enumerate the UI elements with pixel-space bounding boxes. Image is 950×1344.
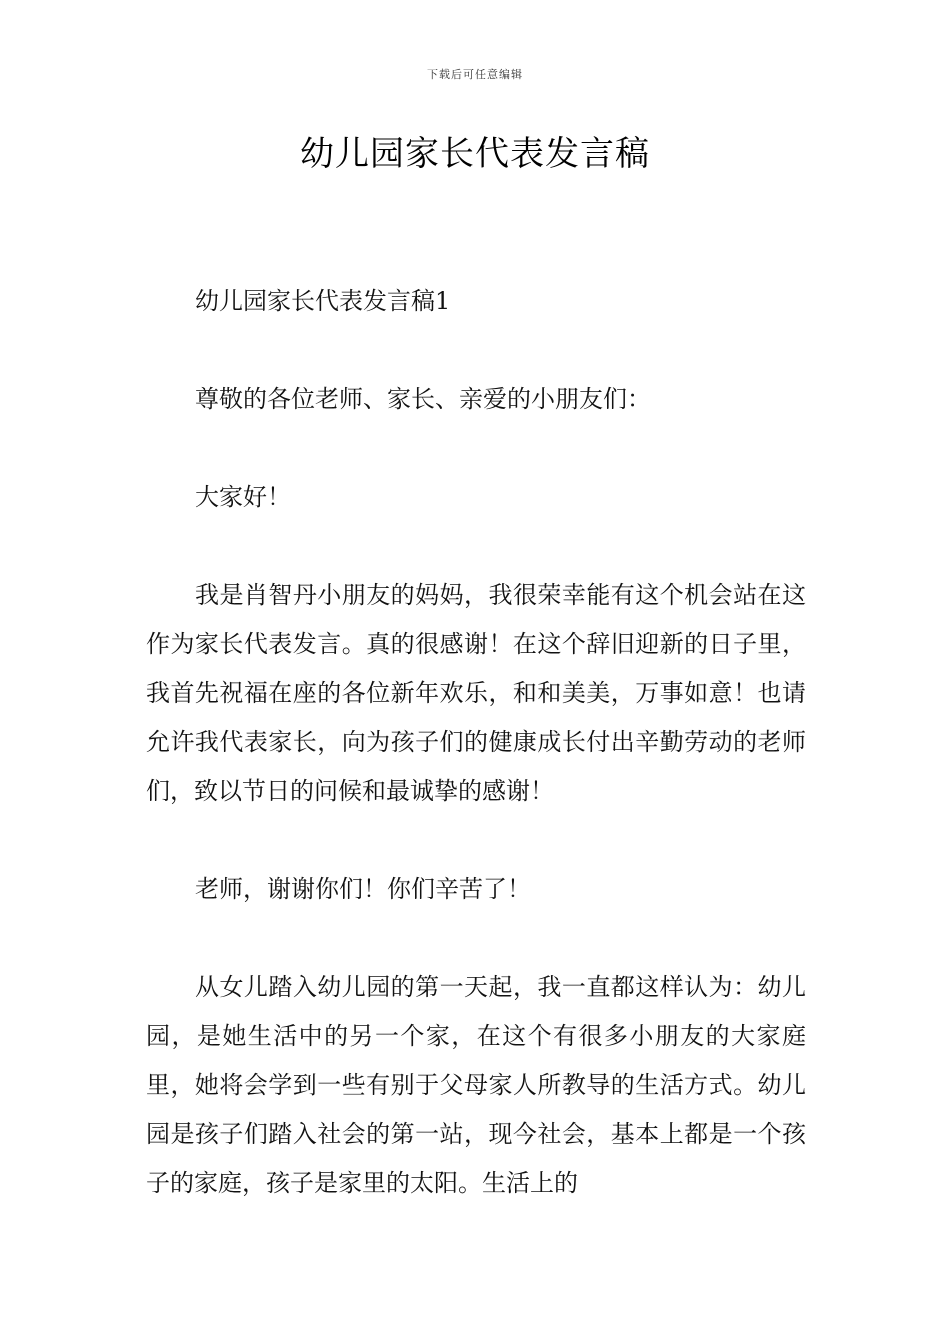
section-heading: 幼儿园家长代表发言稿1 [195,287,451,315]
header-note: 下载后可任意编辑 [427,68,523,81]
salutation-line: 尊敬的各位老师、家长、亲爱的小朋友们： [195,385,651,413]
document-title: 幼儿园家长代表发言稿 [300,134,650,174]
thanks-line: 老师，谢谢你们！你们辛苦了！ [195,875,531,903]
body-paragraph-1: 我是肖智丹小朋友的妈妈，我很荣幸能有这个机会站在这作为家长代表发言。真的很感谢！在这个辞旧迎新的日子里，我首先祝福在座的各位新年欢乐，和和美美，万事如意！也请允许我代表家长，向为孩子们的健康成长付出辛勤劳动的老师们，致以节日的问候和最诚挚的感谢！ [146,581,806,805]
greeting-line: 大家好！ [195,483,291,511]
body-paragraph-2: 从女儿踏入幼儿园的第一天起，我一直都这样认为：幼儿园，是她生活中的另一个家，在这个有很多小朋友的大家庭里，她将会学到一些有别于父母家人所教导的生活方式。幼儿园是孩子们踏入社会的第一站，现今社会，基本上都是一个孩子的家庭，孩子是家里的太阳。生活上的 [146,973,806,1197]
